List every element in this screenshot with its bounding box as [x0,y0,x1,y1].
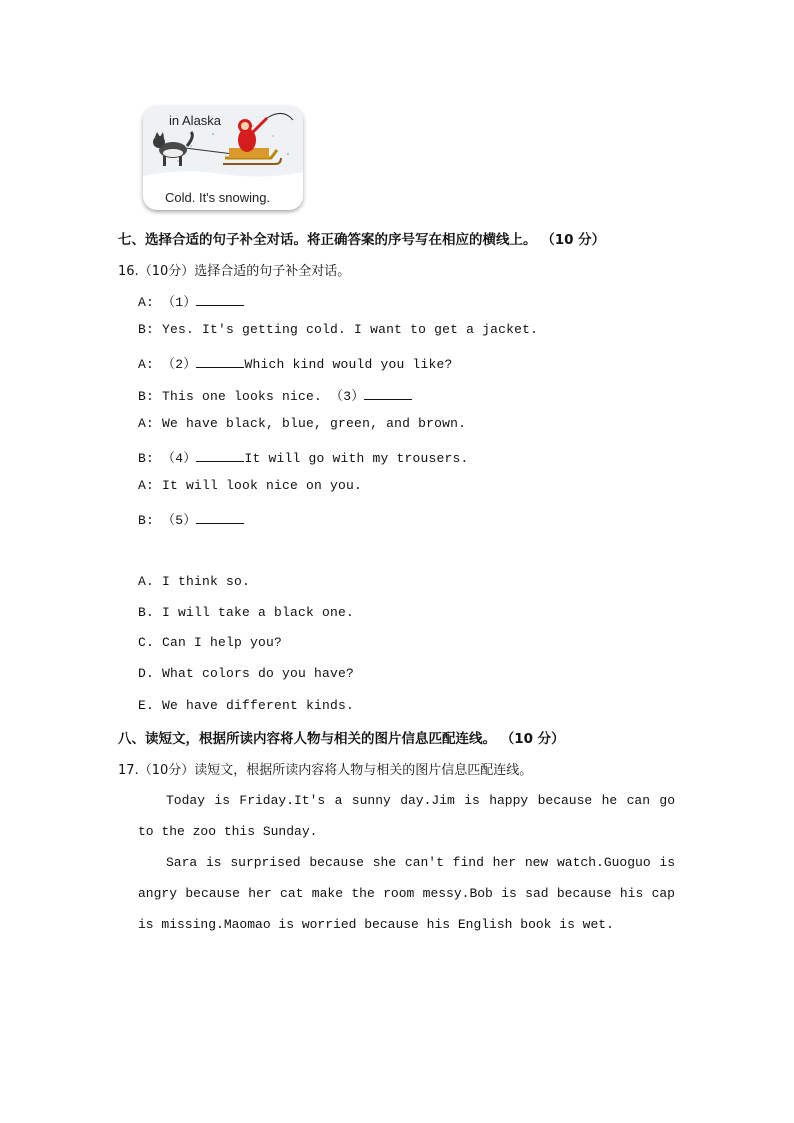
dialogue-line [138,291,244,310]
question-number: 16. [118,264,139,279]
question-instruction: 选择合适的句子补全对话。 [194,264,351,279]
reading-paragraph-2: Sara is surprised because she can't find her new watch.Guoguo is angry because her cat make the room messy.Bob is sad because his cap is missing.Maomao is worried because his English book is wet. [138,855,675,932]
dialogue-line [138,447,468,466]
answer-blank-3[interactable] [364,388,412,400]
dialogue-line [138,416,466,431]
line-text: （1） [162,295,197,310]
speaker: B: [138,322,155,337]
illustration-top-label: in Alaska [169,113,222,128]
question-score: （10分） [138,264,195,279]
dialogue-line [138,478,362,493]
line-text-after: It will go with my trousers. [244,451,469,466]
option-e: E. We have different kinds. [138,698,355,713]
line-text: Yes. It's getting cold. I want to get a jacket. [162,322,539,337]
section-8-heading: 八、读短文，根据所读内容将人物与相关的图片信息匹配连线。 （10 分） [118,731,565,747]
option-c: C. Can I help you? [138,635,283,650]
sled-icon [223,148,281,164]
question-16-header [118,260,350,279]
speaker: A: [138,416,155,431]
line-text: （2） [162,357,197,372]
answer-blank-5[interactable] [196,512,244,524]
dialogue-line [138,322,538,337]
option-b: B. I will take a black one. [138,605,355,620]
dialogue-line [138,509,244,528]
speaker: A: [138,478,155,493]
option-d: D. What colors do you have? [138,666,355,681]
line-text: （4） [162,451,197,466]
line-text: We have black, blue, green, and brown. [162,416,467,431]
question-17-header [118,759,532,778]
speaker: A: [138,295,155,310]
line-text-after: Which kind would you like? [244,357,453,372]
husky-dog-icon [153,132,192,166]
question-instruction: 读短文，根据所读内容将人物与相关的图片信息匹配连线。 [194,763,533,778]
speaker: B: [138,389,155,404]
option-a: A. I think so. [138,574,251,589]
line-text: （5） [162,513,197,528]
section-7-heading: 七、选择合适的句子补全对话。将正确答案的序号写在相应的横线上。 （10 分） [118,232,606,248]
speaker: B: [138,451,155,466]
dialogue-line [138,353,452,372]
alaska-illustration [143,106,303,210]
speaker: A: [138,357,155,372]
question-score: （10分） [138,763,195,778]
answer-blank-4[interactable] [196,450,244,462]
answer-blank-1[interactable] [196,294,244,306]
question-number: 17. [118,763,139,778]
speaker: B: [138,513,155,528]
answer-blank-2[interactable] [196,356,244,368]
line-text: It will look nice on you. [162,478,363,493]
person-in-red-parka-icon [238,113,293,152]
illustration-bottom-label: Cold. It's snowing. [165,190,271,205]
reading-paragraph-1: Today is Friday.It's a sunny day.Jim is happy because he can go to the zoo this Sunday. [138,793,675,839]
line-text: This one looks nice. （3） [162,389,365,404]
dialogue-line [138,385,412,404]
